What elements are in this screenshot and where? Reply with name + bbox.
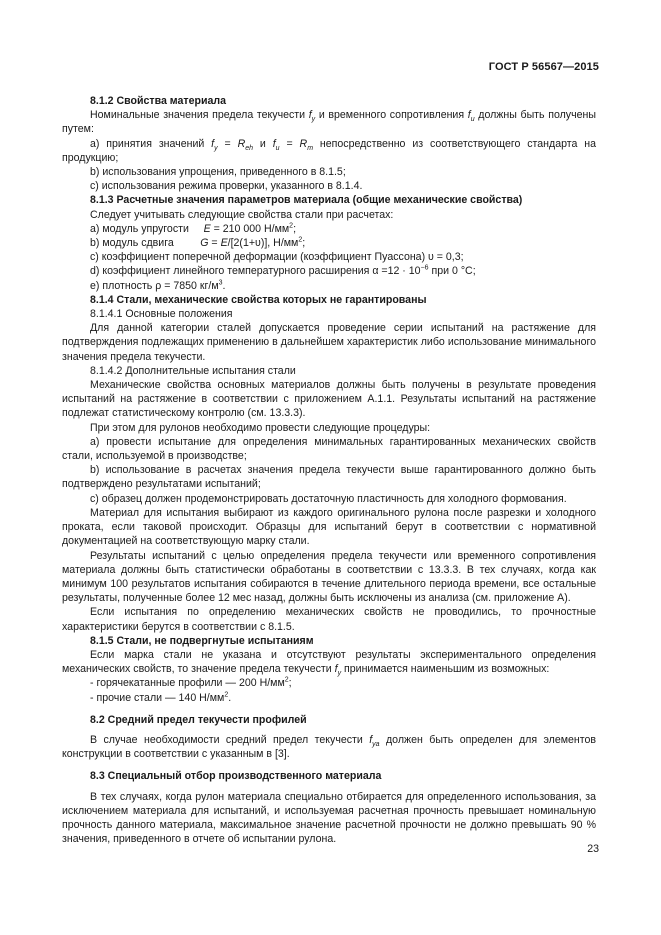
list-item: d) коэффициент линейного температурного расширения $\alpha =12 \cdot 10^{-6}$ при 0 °С;: [90, 264, 476, 278]
heading-8-1-5: 8.1.5 Стали, не подвергнутые испытаниям: [90, 634, 314, 647]
page-number: 23: [587, 843, 599, 855]
list-item: a) модуль упругости E = 210 000 $Н/мм^2$;: [90, 222, 297, 235]
paragraph: В тех случаях, когда рулон материала специально отбирается для определенного использования, за исключением материала для испытаний, и используемая расчетная прочность превышает номинальную прочность данного материала, максимальное значение расчетной прочности не должно превышать 90 % значения, приведенного в отчете об испытании рулона.: [62, 790, 596, 846]
list-item: c) коэффициент поперечной деформации (коэффициент Пуассона) υ = 0,3;: [90, 251, 464, 264]
paragraph: Номинальные значения предела текучести $f_y$ и временного сопротивления $f_u$ должны быть получены путем:: [62, 109, 596, 136]
list-item: c) использования режима проверки, указанного в 8.1.4.: [90, 180, 363, 193]
paragraph: Если марка стали не указана и отсутствуют результаты экспериментального определения механических свойств, то значение предела текучести $f_y$ принимается наименьшим из возможных:: [62, 648, 596, 678]
heading-8-3: 8.3 Специальный отбор производственного материала: [90, 770, 382, 783]
list-item: - горячекатанные профили — 200 $Н/мм^2$;: [90, 676, 292, 690]
heading-8-1-2: 8.1.2 Свойства материала: [90, 95, 226, 107]
paragraph: Механические свойства основных материалов должны быть получены в результате проведения испытаний на растяжение в соответствии с приложением А.1.1. Результаты испытаний на растяжение подлежат статистическому контролю (см. 13.3.3).: [62, 379, 596, 420]
heading-8-1-3: 8.1.3 Расчетные значения параметров материала (общие механические свойства): [90, 194, 523, 207]
list-item: a) провести испытание для определения минимальных гарантированных механических свойств стали, используемой в производстве;: [62, 435, 596, 463]
list-item: c) образец должен продемонстрировать достаточную пластичность для холодного формования.: [90, 492, 567, 505]
paragraph: Результаты испытаний с целью определения предела текучести или временного сопротивления материала должны быть статистически обработаны в соответствии с 13.3.3. В тех случаях, когда как минимум 100 результатов испытания собираются в течение длительного периода времени, все остальные результаты, полученные более 12 мес назад, должны быть исключены из анализа (см. приложение А).: [62, 549, 596, 605]
paragraph: Следует учитывать следующие свойства стали при расчетах:: [90, 208, 394, 221]
document-body: [62, 94, 596, 846]
heading-8-2: 8.2 Средний предел текучести профилей: [90, 713, 307, 726]
list-item: b) модуль сдвига G = E/[2(1+υ)], $Н/мм^2$;: [90, 236, 306, 250]
paragraph: При этом для рулонов необходимо провести следующие процедуры:: [90, 421, 431, 434]
paragraph: Материал для испытания выбирают из каждого оригинального рулона после разрезки и холодного проката, если таковой происходит. Образцы для испытаний берут в соответствии с нормативной документацией на соответствующую марку стали.: [62, 506, 596, 548]
list-item: e) плотность ρ = 7850 $кг/м^3$.: [90, 279, 226, 292]
list-item: b) использования упрощения, приведенного в 8.1.5;: [90, 166, 346, 179]
subheading: 8.1.4.2 Дополнительные испытания стали: [90, 364, 296, 377]
list-item: a) принятия значений $f_y = R_{eh}$ и $f_u = R_m$ непосредственно из соответствующего стандарта на продукцию;: [62, 137, 597, 164]
list-item: - прочие стали — 140 $Н/мм^2$.: [90, 691, 232, 704]
heading-8-1-4: 8.1.4 Стали, механические свойства которых не гарантированы: [90, 293, 427, 306]
list-item: b) использование в расчетах значения предела текучести выше гарантированного должно быть подтверждено результатами испытаний;: [62, 464, 596, 491]
paragraph: Если испытания по определению механических свойств не проводились, то прочностные характеристики берутся в соответствии с 8.1.5.: [62, 606, 596, 633]
paragraph: Для данной категории сталей допускается проведение серии испытаний на растяжение для подтверждения подлежащих применению в дальнейшем характеристик либо использование минимального значения предела текучести.: [62, 322, 596, 363]
standard-header: ГОСТ Р 56567—2015: [488, 61, 599, 73]
subheading: 8.1.4.1 Основные положения: [90, 308, 233, 321]
paragraph: В случае необходимости средний предел текучести $f_{ya}$ должен быть определен для элементов конструкции в соответствии с указанным в [3].: [62, 733, 596, 761]
